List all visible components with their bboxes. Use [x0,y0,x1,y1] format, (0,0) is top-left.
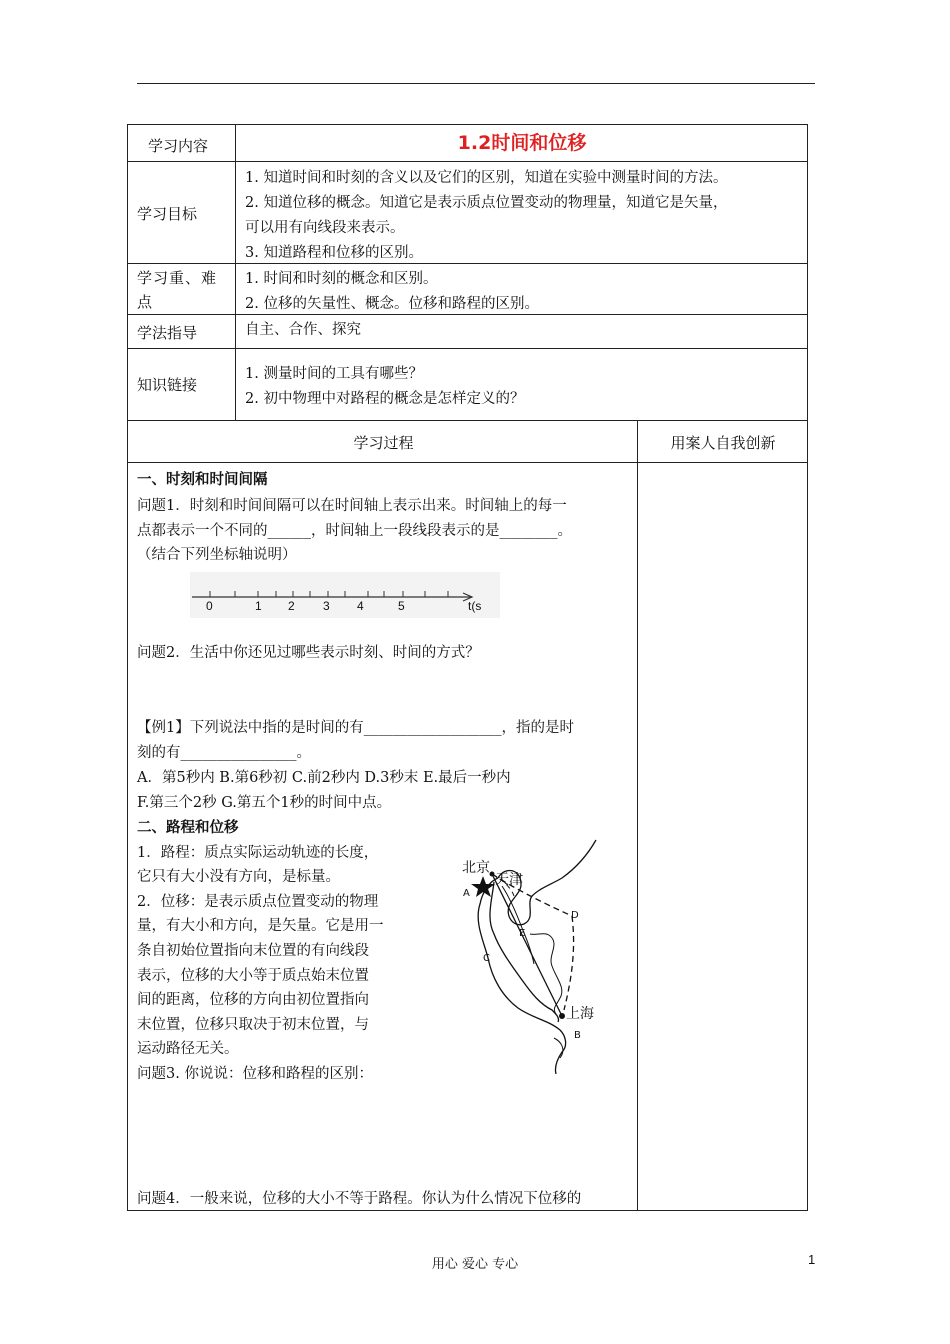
label-cell-content [127,124,236,162]
label-method: 学法指导 [137,324,198,342]
example-1-options-1: A．第5秒内 B.第6秒初 C.前2秒内 D.3秒末 E.最后一秒内 [137,770,511,786]
map-label-shanghai: 上海 [566,1006,594,1022]
map-point-c: C [483,953,490,964]
axis-tick-5: 5 [398,599,405,613]
key-line-2: 2. 位移的矢量性、概念。位移和路程的区别。 [245,296,539,312]
definition-line-1: 1．路程：质点实际运动轨迹的长度， [137,845,379,861]
definition-line-7: 间的距离，位移的方向由初位置指向 [137,992,369,1008]
example-1-line-1: 【例1】下列说法中指的是时间的有___________________，指的是时 [137,720,574,736]
question-3: 问题3. 你说说：位移和路程的区别： [137,1066,373,1082]
goal-line-2: 2. 知道位移的概念。知道它是表示质点位置变动的物理量，知道它是矢量， [245,195,728,211]
definition-line-2: 它只有大小没有方向，是标量。 [137,869,340,885]
links-cell [236,349,808,421]
axis-tick-2: 2 [288,599,295,613]
links-line-1: 1. 测量时间的工具有哪些？ [245,366,423,382]
key-line-1: 1. 时间和时刻的概念和区别。 [245,271,438,287]
definition-line-6: 表示，位移的大小等于质点始末位置 [137,968,369,984]
map-point-d: D [571,910,579,921]
method-line: 自主、合作、探究 [245,322,361,338]
axis-tick-4: 4 [357,599,364,613]
route-map [440,838,636,1074]
notes-header-cell [638,421,808,463]
process-header-cell [127,421,638,463]
footer-slogan: 用心 爱心 专心 [431,1257,519,1272]
label-study-goals: 学习目标 [137,205,198,223]
definition-line-8: 末位置，位移只取决于初末位置，与 [137,1017,369,1033]
label-cell-method [127,315,236,349]
notes-header: 用案人自我创新 [670,434,776,452]
label-key-points-1: 学习重、难 [137,269,218,287]
label-cell-key [127,264,236,315]
section-2-heading: 二、路程和位移 [137,820,239,836]
definition-line-4: 量，有大小和方向，是矢量。它是用一 [137,918,384,934]
question-1-line-2: 点都表示一个不同的______，时间轴上一段线段表示的是________。 [137,523,572,539]
example-1-line-2: 刻的有________________。 [137,745,311,761]
header-rule [137,83,815,84]
goal-line-1: 1. 知道时间和时刻的含义以及它们的区别，知道在实验中测量时间的方法。 [245,170,728,186]
map-label-beijing: 北京 [462,860,490,876]
label-cell-goals [127,162,236,264]
axis-tick-3: 3 [323,599,330,613]
time-axis [190,572,510,620]
definition-line-5: 条自初始位置指向末位置的有向线段 [137,943,369,959]
question-1-line-3: （结合下列坐标轴说明） [137,547,297,563]
question-1-line-1: 问题1．时刻和时间间隔可以在时间轴上表示出来。时间轴上的每一 [137,498,567,514]
example-1-options-2: F.第三个2秒 G.第五个1秒的时间中点。 [137,795,392,811]
axis-tick-1: 1 [255,599,262,613]
label-links: 知识链接 [137,376,198,394]
label-key-points-2: 点 [137,293,153,311]
process-header: 学习过程 [353,434,414,452]
map-point-e: E [519,928,526,939]
map-point-b: B [574,1030,581,1041]
label-cell-links [127,349,236,421]
goal-line-3: 可以用有向线段来表示。 [245,220,405,236]
definition-line-9: 运动路径无关。 [137,1041,239,1057]
lesson-title: 1.2时间和位移 [457,132,587,154]
notes-body [638,463,808,1211]
links-line-2: 2. 初中物理中对路程的概念是怎样定义的？ [245,391,525,407]
question-4: 问题4．一般来说，位移的大小不等于路程。你认为什么情况下位移的 [137,1191,582,1207]
axis-tick-0: 0 [206,599,213,613]
map-label-tianjin: 天津 [495,872,523,888]
definition-line-3: 2．位移：是表示质点位置变动的物理 [137,894,379,910]
section-1-heading: 一、时刻和时间间隔 [137,472,268,488]
question-2: 问题2．生活中你还见过哪些表示时刻、时间的方式？ [137,645,480,661]
axis-unit-label: t(s [468,599,482,613]
goal-line-4: 3. 知道路程和位移的区别。 [245,245,423,261]
label-study-content: 学习内容 [148,137,209,155]
map-point-a: A [463,888,470,899]
page-number: 1 [808,1252,816,1267]
